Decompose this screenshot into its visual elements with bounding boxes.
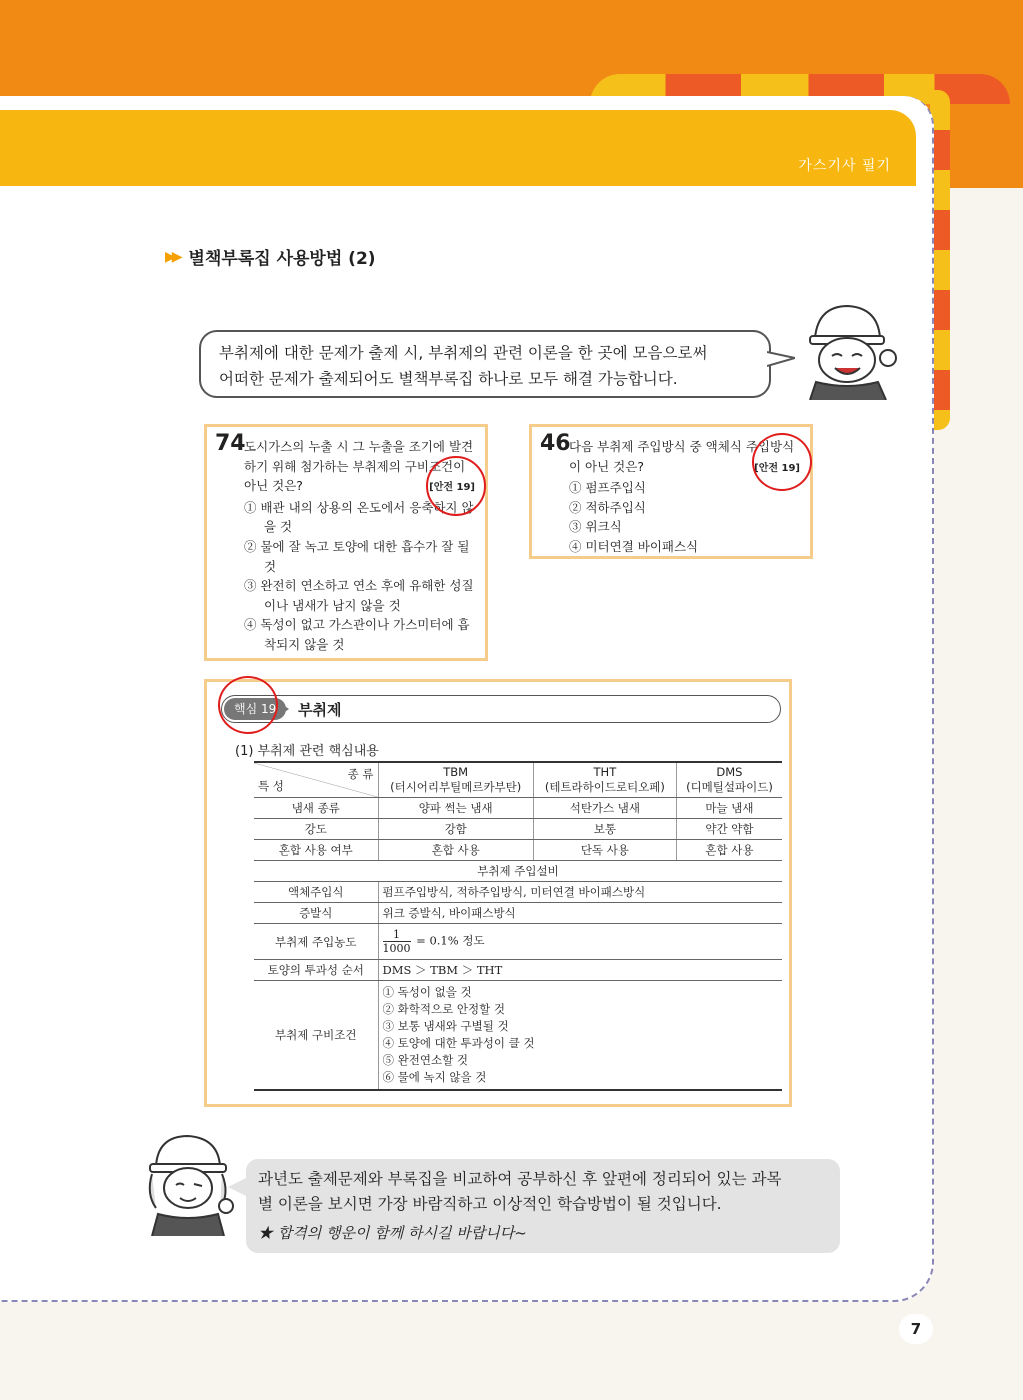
highlight-circle xyxy=(426,456,486,516)
row-label: 토양의 투과성 순서 xyxy=(254,960,378,981)
row-label: 강도 xyxy=(254,819,378,840)
table-cell: 약간 약함 xyxy=(676,819,782,840)
table-cell: 혼합 사용 xyxy=(378,840,533,861)
table-row xyxy=(254,924,782,960)
column-header xyxy=(533,762,676,798)
column-name: (테트라하이드로티오페) xyxy=(544,780,665,794)
diagonal-line xyxy=(254,763,378,797)
table-cell: 혼합 사용 xyxy=(676,840,782,861)
table-cell: 단독 사용 xyxy=(533,840,676,861)
column-name: (디메틸설파이드) xyxy=(686,780,773,794)
odorant-table xyxy=(254,761,782,1091)
column-abbr: TBM xyxy=(443,765,469,779)
mascot-woman-icon xyxy=(138,1130,236,1236)
question-74-number: 74 xyxy=(215,431,246,456)
section-title-text: 별책부록집 사용방법 (2) xyxy=(188,249,376,269)
column-header xyxy=(676,762,782,798)
fraction-numerator: 1 xyxy=(383,928,411,942)
row-label: 액체주입식 xyxy=(254,882,378,903)
corner-bottom-label: 특 성 xyxy=(258,779,284,793)
question-74-option: ② 물에 잘 녹고 토양에 대한 흡수가 잘 될 것 xyxy=(244,538,470,574)
closing-speech-bubble xyxy=(246,1159,840,1253)
fraction xyxy=(383,928,411,955)
question-74-option: ④ 독성이 없고 가스관이나 가스미터에 흡착되지 않을 것 xyxy=(244,617,470,652)
speech-tail-icon xyxy=(228,1177,248,1197)
question-46-option: ① 펌프주입식 xyxy=(569,480,646,496)
table-cell: 석탄가스 냄새 xyxy=(533,798,676,819)
table-row xyxy=(254,903,782,924)
column-name: (터시어리부틸메르카부탄) xyxy=(390,780,522,794)
concentration-cell xyxy=(378,924,782,960)
question-46-number: 46 xyxy=(540,431,571,456)
row-label: 냄새 종류 xyxy=(254,798,378,819)
table-cell: 펌프주입방식, 적하주입방식, 미터연결 바이패스방식 xyxy=(378,882,782,903)
column-abbr: DMS xyxy=(716,765,743,779)
header-band xyxy=(0,110,916,186)
column-header xyxy=(378,762,533,798)
row-label: 부취제 주입농도 xyxy=(254,924,378,960)
question-46-option: ② 적하주입식 xyxy=(569,499,646,515)
requirement-item: ① 독성이 없을 것 xyxy=(382,985,472,999)
requirement-item: ⑤ 완전연소할 것 xyxy=(382,1053,468,1067)
question-74-option: ① 배관 내의 상용의 온도에서 응축하지 않을 것 xyxy=(244,499,474,535)
question-46-option: ③ 위크식 xyxy=(569,519,622,535)
question-46-text: 다음 부취제 주입방식 중 액체식 주입방식이 아닌 것은? xyxy=(569,439,795,474)
closing-line-1: 과년도 출제문제와 부록집을 비교하여 공부하신 후 앞편에 정리되어 있는 과목 xyxy=(258,1170,782,1188)
table-header-row xyxy=(254,762,782,798)
double-arrow-icon: ▶▶ xyxy=(165,248,179,265)
column-abbr: THT xyxy=(593,765,617,779)
row-label: 부취제 구비조건 xyxy=(254,981,378,1091)
intro-line-1: 부취제에 대한 문제가 출제 시, 부취제의 관련 이론을 한 곳에 모음으로써 xyxy=(219,344,708,362)
table-row xyxy=(254,819,782,840)
concentration-text: = 0.1% 정도 xyxy=(416,933,485,948)
core-title: 부취제 xyxy=(298,701,342,719)
core-header xyxy=(221,695,781,723)
intro-line-2: 어떠한 문제가 출제되어도 별책부록집 하나로 모두 해결 가능합니다. xyxy=(219,370,678,388)
requirement-item: ④ 토양에 대한 투과성이 클 것 xyxy=(382,1036,535,1050)
core-badge: 핵심 19 xyxy=(224,698,286,720)
table-row xyxy=(254,882,782,903)
highlight-circle xyxy=(218,676,278,734)
requirement-item: ② 화학적으로 안정할 것 xyxy=(382,1002,505,1016)
table-row xyxy=(254,981,782,1091)
intro-speech-bubble xyxy=(199,330,771,398)
question-74-text: 도시가스의 누출 시 그 누출을 조기에 발견하기 위해 첨가하는 부취제의 구비조건이 아닌 것은? xyxy=(244,439,474,494)
header-label: 가스기사 필기 xyxy=(798,158,891,174)
table-row xyxy=(254,798,782,819)
question-74-option: ③ 완전히 연소하고 연소 후에 유해한 성질이나 냄새가 남지 않을 것 xyxy=(244,578,474,613)
table-row xyxy=(254,840,782,861)
requirement-item: ⑥ 물에 녹지 않을 것 xyxy=(382,1070,487,1084)
question-46-option: ④ 미터연결 바이패스식 xyxy=(569,538,699,554)
core-summary-box xyxy=(204,679,792,1107)
table-cell: DMS ＞ TBM ＞ THT xyxy=(378,960,782,981)
requirement-item: ③ 보통 냄새와 구별될 것 xyxy=(382,1019,509,1033)
table-cell: 강함 xyxy=(378,819,533,840)
table-cell: 위크 증발식, 바이패스방식 xyxy=(378,903,782,924)
row-label: 증발식 xyxy=(254,903,378,924)
corner-top-label: 종 류 xyxy=(347,767,374,781)
table-row xyxy=(254,960,782,981)
equipment-header: 부취제 주입설비 xyxy=(254,861,782,882)
table-corner-cell xyxy=(254,762,378,798)
question-74-tag: [안전 19] xyxy=(429,482,475,494)
question-46-tag: [안전 19] xyxy=(754,462,800,474)
closing-line-2: 별 이론을 보시면 가장 바람직하고 이상적인 학습방법이 될 것입니다. xyxy=(258,1195,722,1213)
fraction-denominator: 1000 xyxy=(382,942,411,955)
requirements-cell xyxy=(378,981,782,1091)
section-title xyxy=(165,244,376,269)
core-subtitle: (1) 부취제 관련 핵심내용 xyxy=(235,744,379,759)
highlight-circle xyxy=(752,433,812,491)
table-row xyxy=(254,861,782,882)
page-number: 7 xyxy=(899,1314,933,1344)
row-label: 혼합 사용 여부 xyxy=(254,840,378,861)
table-cell: 양파 썩는 냄새 xyxy=(378,798,533,819)
table-cell: 마늘 냄새 xyxy=(676,798,782,819)
closing-handwritten: ★ 합격의 행운이 함께 하시길 바랍니다~ xyxy=(258,1224,527,1242)
badge-arrow-icon xyxy=(282,704,289,714)
table-cell: 보통 xyxy=(533,819,676,840)
mascot-man-icon xyxy=(790,298,900,400)
